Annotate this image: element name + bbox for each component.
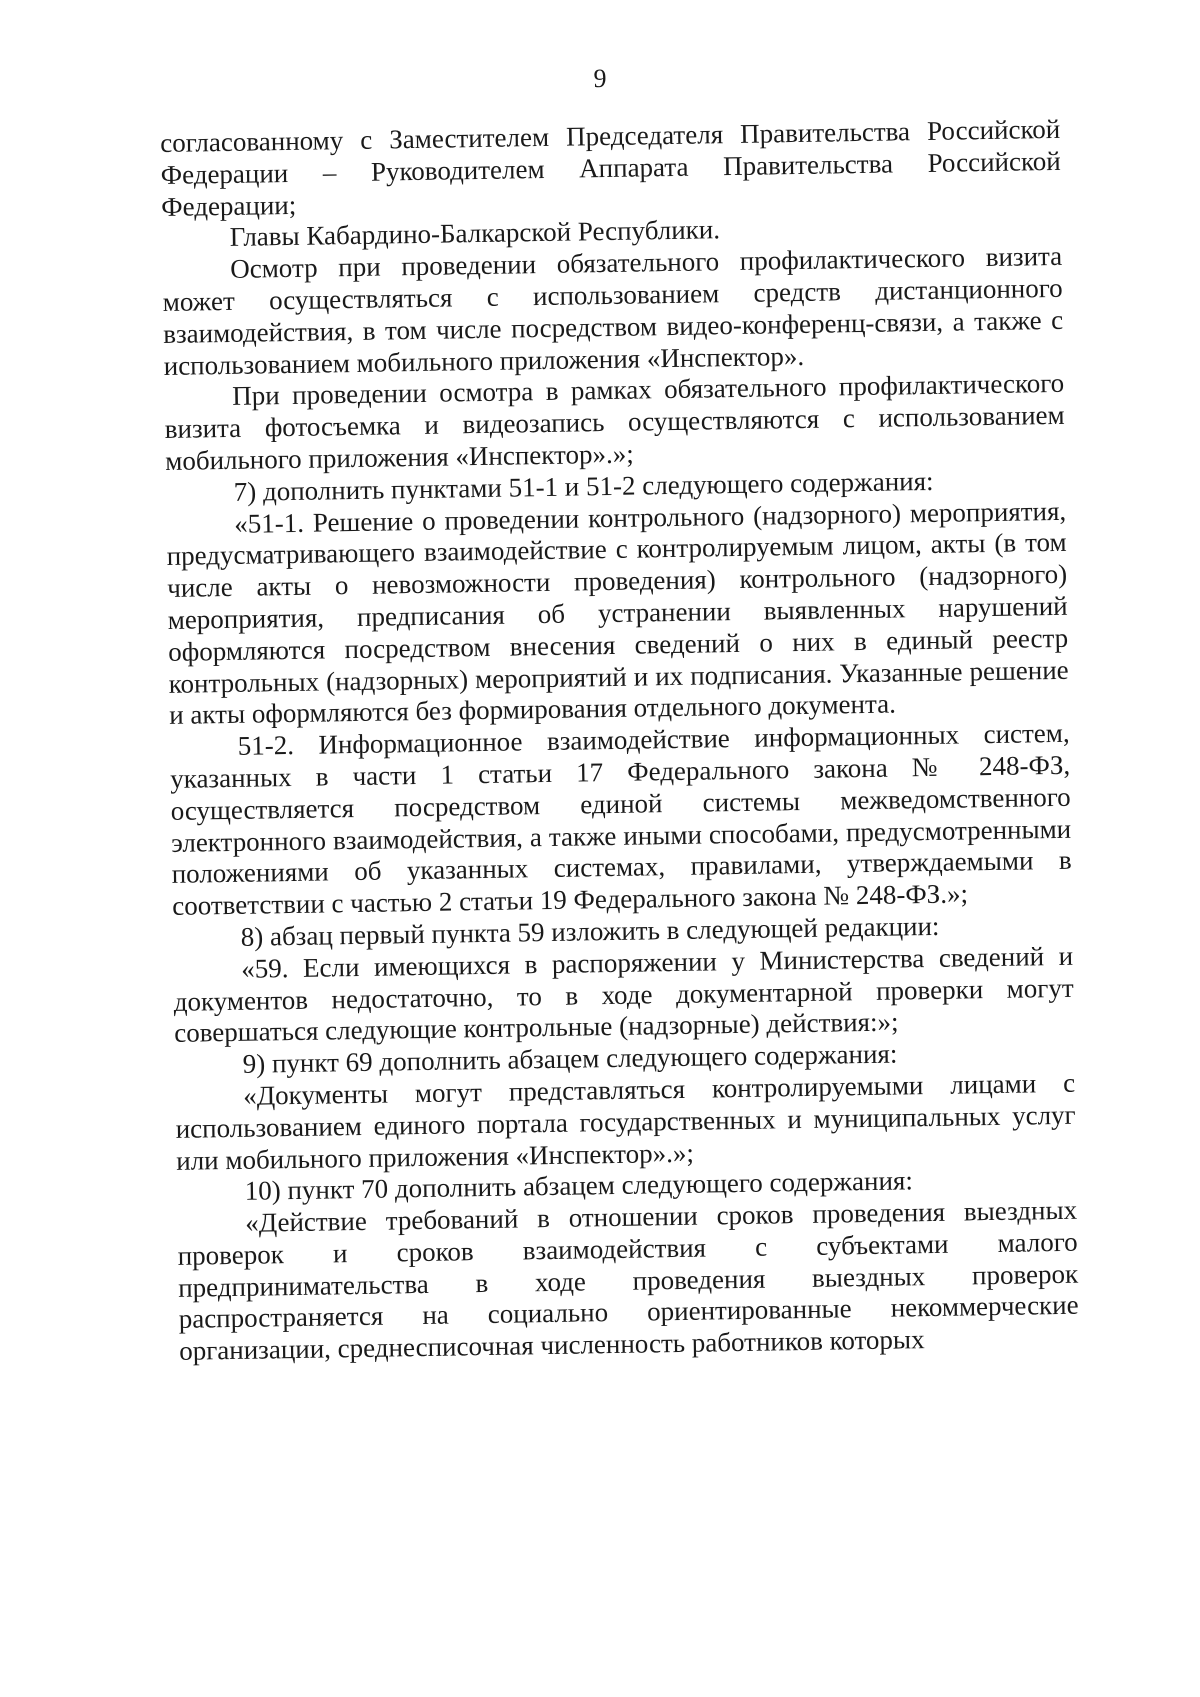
page-number: 9 — [593, 64, 607, 93]
paragraph-item-9: 9) пункт 69 дополнить абзацем следующего содержания: — [242, 1038, 898, 1079]
document-body — [160, 114, 1079, 1368]
paragraph-head-of-republic: Главы Кабардино-Балкарской Республики. — [229, 214, 721, 253]
paragraph-item-10: 10) пункт 70 дополнить абзацем следующего содержания: — [244, 1165, 914, 1207]
paragraph-continuation: согласованному с Заместителем Председателя Правительства Российской Федерации – Руководителем Аппарата Правительства Российской Федерации; — [160, 113, 1061, 222]
paragraph-59: «59. Если имеющихся в распоряжении у Министерства сведений и документов недостаточно, то в ходе документарной проверки могут совершаться следующие контрольные (надзорные) действия:»; — [173, 940, 1074, 1049]
paragraph-51-2: 51-2. Информационное взаимодействие информационных систем, указанных в части 1 статьи 17 Федерального закона № 248-ФЗ, осуществляется посредством единой системы межведомственного электронного взаимодействия, а также иными способами, предусмотренными положениями об указанных системах, правилами, утверждаемыми в соответствии с частью 2 статьи 19 Федерального закона № 248-ФЗ.»; — [169, 717, 1072, 922]
paragraph-inspection-remote: Осмотр при проведении обязательного профилактического визита может осуществляться с использованием средств дистанционного взаимодействия, в том числе посредством видео-конференц-связи, а также с использованием мобильного приложения «Инспектор». — [162, 241, 1064, 381]
paragraph-51-1: «51-1. Решение о проведении контрольного (надзорного) мероприятия, предусматривающего взаимодействие с контролируемым лицом, акты (в том числе акты о невозможности проведения) контрольного (надзорного) мероприятия, предписания об устранении выявленных нарушений оформляются посредством внесения сведений о них в единый реестр контрольных (надзорных) мероприятий и их подписания. Указанные решение и акты оформляются без формирования отдельного документа. — [166, 495, 1069, 731]
paragraph-inspection-photo-video: При проведении осмотра в рамках обязательного профилактического визита фотосъемка и видеозапись осуществляются с использованием мобильного приложения «Инспектор».»; — [164, 368, 1065, 476]
paragraph-documents: «Документы могут представляться контролируемыми лицами с использованием единого портала государственных и муниципальных услуг или мобильного приложения «Инспектор».»; — [175, 1067, 1076, 1176]
paragraph-requirements: «Действие требований в отношении сроков проведения выездных проверок и сроков взаимодействия с субъектами малого предпринимательства в ходе проведения выездных проверок распространяется на социально ориентированные некоммерческие организации, среднесписочная численность работников которых — [177, 1194, 1079, 1367]
paragraph-item-8: 8) абзац первый пункта 59 изложить в следующей редакции: — [240, 910, 940, 952]
paragraph-item-7: 7) дополнить пунктами 51-1 и 51-2 следующего содержания: — [233, 465, 934, 507]
